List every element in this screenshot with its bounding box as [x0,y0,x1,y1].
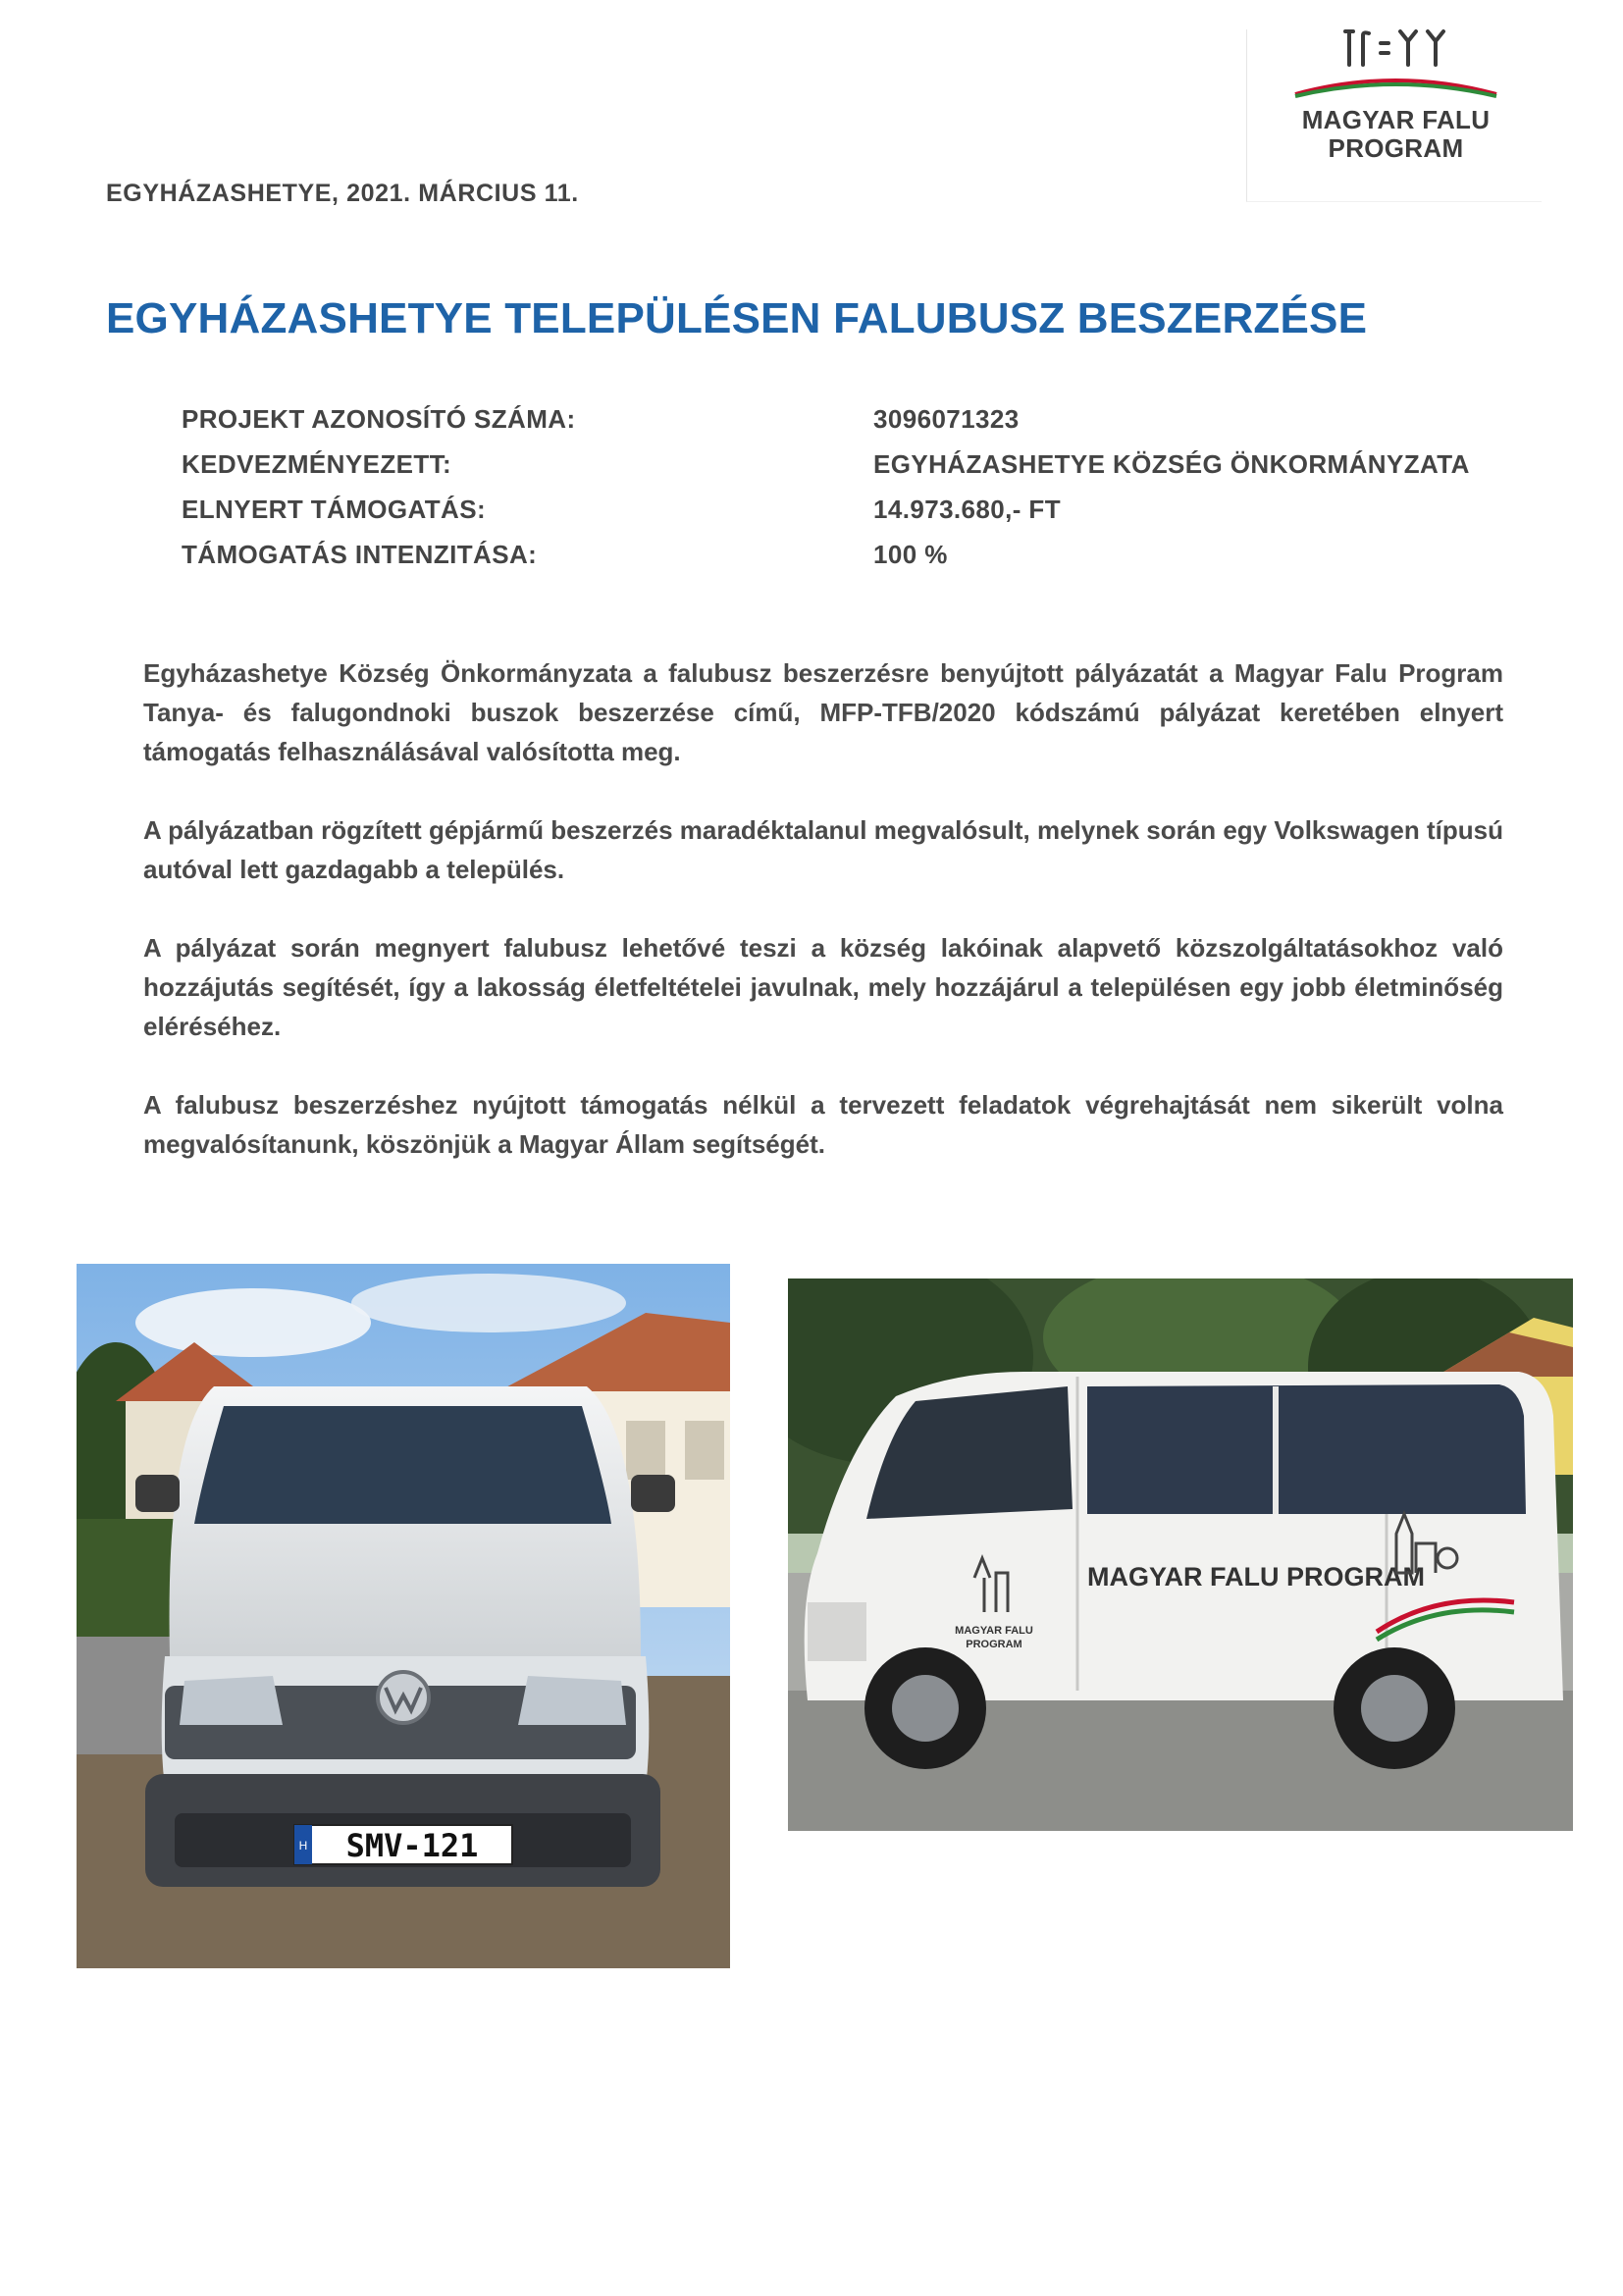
info-label-project-id: PROJEKT AZONOSÍTÓ SZÁMA: [182,404,576,434]
village-glyph-icon [1339,27,1457,69]
page-title: EGYHÁZASHETYE TELEPÜLÉSEN FALUBUSZ BESZERZÉSE [106,294,1368,342]
info-label-beneficiary: KEDVEZMÉNYEZETT: [182,449,452,479]
info-label-grant: ELNYERT TÁMOGATÁS: [182,495,487,524]
plate-country: H [298,1839,308,1852]
info-value-project-id: 3096071323 [873,404,1020,434]
body-paragraph: A pályázat során megnyert falubusz lehetővé teszi a község lakóinak alapvető közszolgáltatásokhoz való hozzájutás segítését, így a lakosság életfeltételei javulnak, mely hozzájárul a településen egy jobb életminőség eléréséhez. [143,933,1503,1041]
logo-line-1: MAGYAR FALU [1301,105,1491,134]
van-small-logo-line2: PROGRAM [966,1639,1022,1650]
info-label-intensity: TÁMOGATÁS INTENZITÁSA: [182,540,538,569]
body-paragraph: A falubusz beszerzéshez nyújtott támogatás nélkül a tervezett feladatok végrehajtását nem sikerült volna megvalósítanunk, köszönjük a Magyar Állam segítségét. [143,1090,1503,1159]
license-plate: SMV-121 [345,1827,479,1864]
body-paragraph: Egyházashetye Község Önkormányzata a falubusz beszerzésre benyújtott pályázatát a Magyar Falu Program Tanya- és falugondnoki buszok beszerzése című, MFP-TFB/2020 kódszámú pályázat keretében elnyert támogatás felhasználásával valósította meg. [143,658,1503,766]
van-side-photo [788,1278,1573,1831]
logo-wordmark [1266,106,1526,163]
tricolor-swoosh-icon [1290,69,1501,98]
info-value-grant: 14.973.680,- FT [873,495,1061,524]
van-front-photo [77,1264,730,1968]
date-line: EGYHÁZASHETYE, 2021. MÁRCIUS 11. [106,180,579,207]
logo-line-2: PROGRAM [1328,133,1464,163]
van-decal-text: MAGYAR FALU PROGRAM [1087,1562,1426,1592]
body-paragraph: A pályázatban rögzített gépjármű beszerzés maradéktalanul megvalósult, melynek során egy Volkswagen típusú autóval lett gazdagabb a település. [143,815,1503,884]
van-small-logo-line1: MAGYAR FALU [955,1625,1033,1637]
info-value-intensity: 100 % [873,540,948,569]
info-value-beneficiary: EGYHÁZASHETYE KÖZSÉG ÖNKORMÁNYZATA [873,449,1470,479]
